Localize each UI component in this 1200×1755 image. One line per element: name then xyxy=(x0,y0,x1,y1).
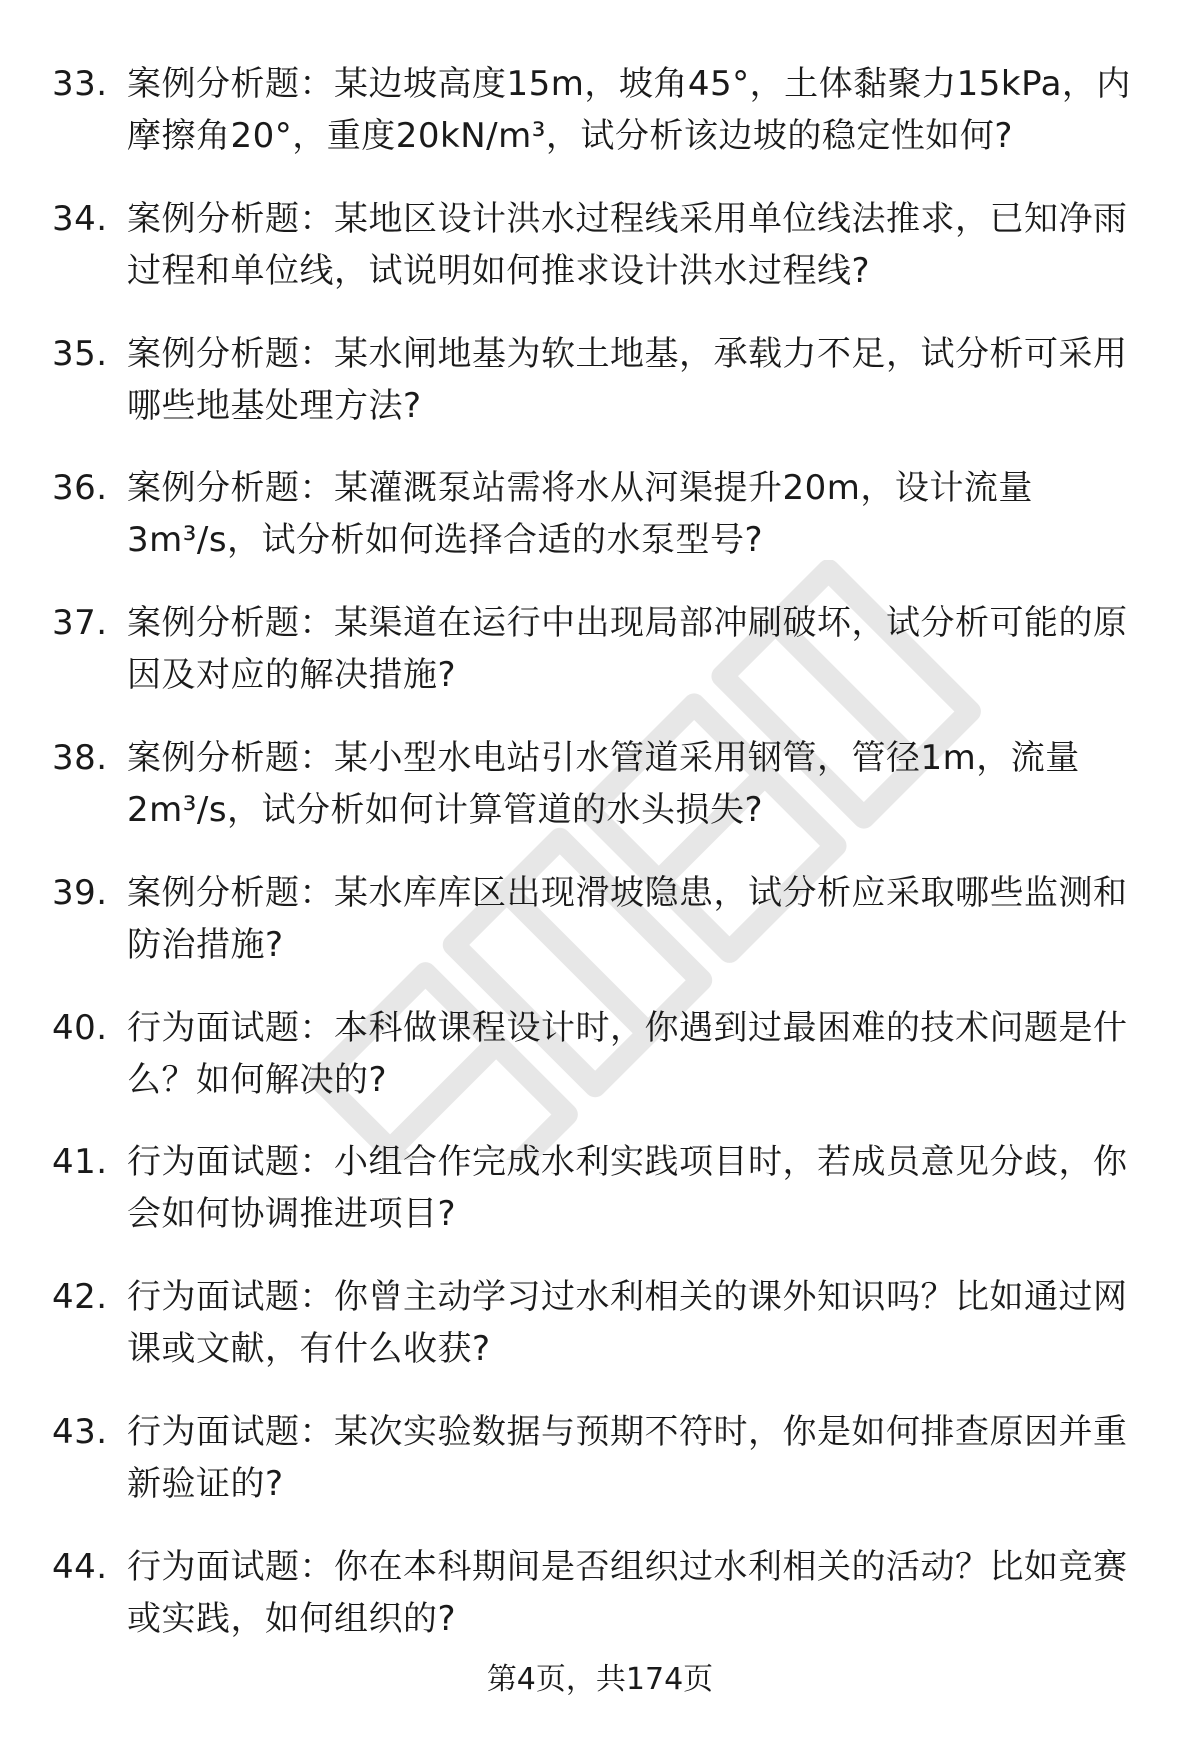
question-text: 案例分析题：某地区设计洪水过程线采用单位线法推求，已知净雨过程和单位线，试说明如何推求设计洪水过程线? xyxy=(127,198,1128,291)
question-text: 案例分析题：某小型水电站引水管道采用钢管，管径1m，流量2m³/s，试分析如何计算管道的水头损失? xyxy=(127,737,1080,830)
question-text: 行为面试题：本科做课程设计时，你遇到过最困难的技术问题是什么？如何解决的? xyxy=(127,1007,1128,1100)
question-text: 案例分析题：某水库库区出现滑坡隐患，试分析应采取哪些监测和防治措施? xyxy=(127,872,1128,965)
question-item xyxy=(52,193,1152,297)
question-item xyxy=(52,732,1152,836)
question-text: 案例分析题：某边坡高度15m，坡角45°，土体黏聚力15kPa，内摩擦角20°，重度20kN/m³，试分析该边坡的稳定性如何? xyxy=(127,64,1131,156)
question-number: 38. xyxy=(52,737,108,778)
question-text: 案例分析题：某渠道在运行中出现局部冲刷破坏，试分析可能的原因及对应的解决措施? xyxy=(127,603,1128,696)
question-item xyxy=(52,1541,1152,1645)
question-item xyxy=(52,1271,1152,1375)
question-number: 39. xyxy=(52,872,108,913)
question-number: 34. xyxy=(52,198,108,239)
question-number: 43. xyxy=(52,1411,108,1452)
question-number: 37. xyxy=(52,603,108,644)
question-number: 33. xyxy=(52,64,108,104)
question-text: 行为面试题：你曾主动学习过水利相关的课外知识吗？比如通过网课或文献，有什么收获? xyxy=(127,1277,1128,1370)
question-text: 案例分析题：某水闸地基为软土地基，承载力不足，试分析可采用哪些地基处理方法? xyxy=(127,333,1128,426)
question-number: 36. xyxy=(52,468,108,509)
question-item xyxy=(52,867,1152,971)
question-item xyxy=(52,1136,1152,1240)
question-item xyxy=(52,462,1152,566)
page-footer: 第4页，共174页 xyxy=(486,1662,714,1697)
question-text: 行为面试题：你在本科期间是否组织过水利相关的活动？比如竞赛或实践，如何组织的? xyxy=(127,1546,1128,1639)
question-item xyxy=(52,58,1152,162)
question-item xyxy=(52,1002,1152,1106)
question-item xyxy=(52,328,1152,432)
question-number: 44. xyxy=(52,1546,108,1587)
question-list xyxy=(52,58,1152,1676)
question-number: 41. xyxy=(52,1142,108,1183)
question-number: 40. xyxy=(52,1007,108,1048)
question-item xyxy=(52,1406,1152,1510)
question-number: 42. xyxy=(52,1277,108,1318)
question-text: 行为面试题：小组合作完成水利实践项目时，若成员意见分歧，你会如何协调推进项目? xyxy=(127,1142,1128,1235)
question-text: 行为面试题：某次实验数据与预期不符时，你是如何排查原因并重新验证的? xyxy=(127,1411,1128,1504)
question-number: 35. xyxy=(52,333,108,374)
question-item xyxy=(52,597,1152,701)
question-text: 案例分析题：某灌溉泵站需将水从河渠提升20m，设计流量3m³/s，试分析如何选择合适的水泵型号? xyxy=(127,468,1033,561)
